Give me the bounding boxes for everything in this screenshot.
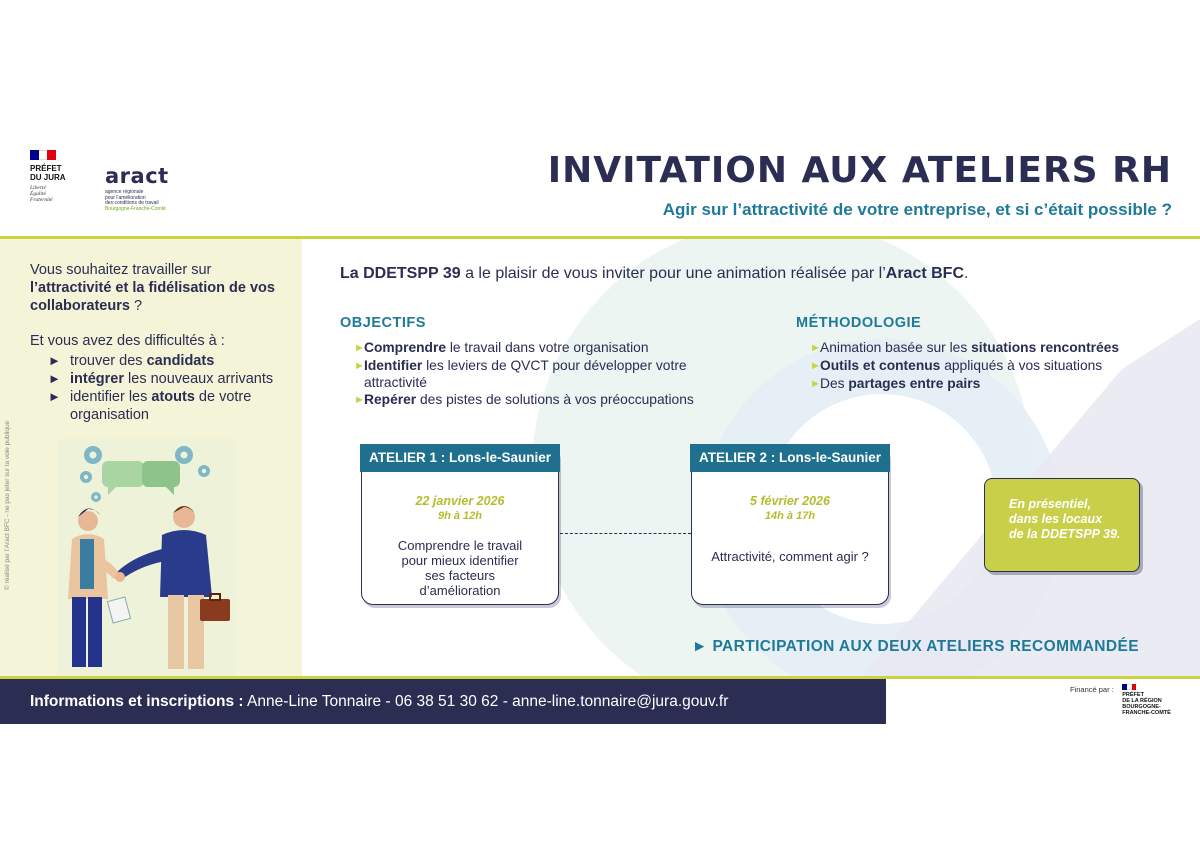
prefet-region-logo <box>1122 684 1171 716</box>
document-icon <box>107 597 130 623</box>
prefet-motto: Liberté Égalité Fraternité <box>30 185 53 203</box>
man-head <box>173 506 195 528</box>
left-intro <box>30 261 290 315</box>
item-text: le travail dans votre organisation <box>446 340 649 355</box>
difficulties-list <box>30 352 295 424</box>
woman-top <box>80 539 94 589</box>
list-item <box>30 352 295 370</box>
left-panel <box>0 239 302 677</box>
recommendation-text: ► PARTICIPATION AUX DEUX ATELIERS RECOMMANDÉE <box>692 638 1139 655</box>
triangle-bullet-icon: ► <box>354 342 365 354</box>
footer-info-label: Informations et inscriptions : <box>30 693 244 710</box>
page-title: INVITATION AUX ATELIERS RH <box>547 150 1172 191</box>
aract-subtitle <box>105 190 215 212</box>
atelier-2-card <box>691 445 889 605</box>
objectifs-heading: OBJECTIFS <box>340 315 426 331</box>
man-sweater <box>160 530 212 597</box>
aract-subtitle-region: Bourgogne-Franche-Comté <box>105 205 166 212</box>
main-intro <box>340 265 968 283</box>
item-text-end: les nouveaux arrivants <box>124 371 274 387</box>
arrow-icon: ► <box>48 371 61 386</box>
aract-subtitle-main: agence régionale pour l'amélioration des conditions de travail <box>105 189 159 206</box>
item-bold: Comprendre <box>364 340 447 355</box>
intro-text: a le plaisir de vous inviter pour une animation réalisée par l’ <box>460 265 886 282</box>
man-leg <box>168 595 184 669</box>
atelier-1-card <box>361 445 559 605</box>
methodologie-heading: MÉTHODOLOGIE <box>796 315 922 331</box>
item-bold: candidats <box>146 353 215 369</box>
item-text-end: appliqués à vos situations <box>940 358 1103 373</box>
prefet-name: PRÉFET DU JURA <box>30 164 66 182</box>
list-item <box>338 339 738 357</box>
triangle-bullet-icon: ► <box>810 378 821 390</box>
atelier-1-title: ATELIER 1 : Lons-le-Saunier <box>360 444 560 472</box>
list-item <box>338 357 738 391</box>
list-item <box>794 357 1174 375</box>
atelier-connector <box>560 533 691 534</box>
item-text: les leviers de QVCT pour développer votre attractivité <box>364 358 687 390</box>
intro-org: La DDETSPP 39 <box>340 265 461 282</box>
item-text-end: de votre organisation <box>70 389 252 423</box>
methodologie-list <box>794 339 1174 393</box>
aract-wordmark: aract <box>105 164 169 188</box>
list-item <box>338 391 738 409</box>
list-item <box>30 388 295 424</box>
intro-end: . <box>964 265 969 282</box>
triangle-bullet-icon: ► <box>810 360 821 372</box>
triangle-bullet-icon: ► <box>354 360 365 372</box>
item-text: trouver des <box>70 353 147 369</box>
handshake <box>115 572 125 582</box>
atelier-2-description: Attractivité, comment agir ? <box>711 549 869 564</box>
atelier-2-time: 14h à 17h <box>764 510 816 522</box>
financer-label: Financé par : <box>1070 685 1114 694</box>
financer-block <box>1070 684 1190 716</box>
list-item <box>794 339 1174 357</box>
item-text: Des <box>820 376 849 391</box>
speech-bubble-icon <box>142 461 180 495</box>
item-bold: partages entre pairs <box>848 376 981 391</box>
atelier-1-date: 22 janvier 2026 <box>415 494 505 508</box>
handshake-illustration <box>58 439 236 677</box>
item-bold: atouts <box>151 389 195 405</box>
left-intro-text: Vous souhaitez travailler sur <box>30 262 212 278</box>
french-flag-icon <box>1122 684 1136 690</box>
difficulties-block <box>30 332 295 424</box>
french-flag-icon <box>30 150 56 160</box>
item-text: identifier les <box>70 389 152 405</box>
item-text: des pistes de solutions à vos préoccupations <box>416 392 694 407</box>
item-bold: Identifier <box>364 358 423 373</box>
page-subtitle: Agir sur l’attractivité de votre entreprise, et si c’était possible ? <box>662 200 1172 219</box>
atelier-2-title: ATELIER 2 : Lons-le-Saunier <box>690 444 890 472</box>
item-bold: Outils et contenus <box>820 358 941 373</box>
triangle-bullet-icon: ► <box>354 394 365 406</box>
item-bold: intégrer <box>70 371 124 387</box>
footer-info-bar <box>0 679 886 724</box>
credit-note: © réalisé par l’Aract BFC - ne pas jeter sur la voie publique <box>4 420 11 590</box>
item-bold: situations rencontrées <box>971 340 1120 355</box>
atelier-2-date: 5 février 2026 <box>750 494 830 508</box>
intro-aract: Aract BFC <box>885 265 964 282</box>
list-item <box>794 375 1174 393</box>
difficulties-label: Et vous avez des difficultés à : <box>30 333 225 349</box>
item-text: Animation basée sur les <box>820 340 972 355</box>
aract-logo <box>105 164 215 212</box>
woman-leg <box>72 597 86 667</box>
briefcase-icon <box>200 599 230 621</box>
woman-leg <box>88 597 102 667</box>
prefet-region-name: PRÉFET DE LA RÉGION BOURGOGNE- FRANCHE-COMTÉ <box>1122 692 1171 716</box>
arrow-icon: ► <box>48 389 61 404</box>
prefet-jura-logo <box>30 150 100 203</box>
list-item <box>30 370 295 388</box>
left-intro-bold: l’attractivité et la fidélisation de vos collaborateurs <box>30 280 275 314</box>
header-logos <box>30 150 210 220</box>
triangle-bullet-icon: ► <box>810 342 821 354</box>
atelier-1-time: 9h à 12h <box>437 510 483 522</box>
objectifs-list <box>338 339 738 409</box>
item-bold: Repérer <box>364 392 417 407</box>
footer-info-text: Anne-Line Tonnaire - 06 38 51 30 62 - anne-line.tonnaire@jura.gouv.fr <box>243 693 729 710</box>
arrow-icon: ► <box>48 353 61 368</box>
presentiel-box: En présentiel, dans les locaux de la DDETSPP 39. <box>984 478 1140 572</box>
left-intro-end: ? <box>129 298 143 314</box>
atelier-1-description: Comprendre le travail pour mieux identifier ses facteurs d’amélioration <box>397 538 523 598</box>
speech-bubble-icon <box>102 461 144 495</box>
